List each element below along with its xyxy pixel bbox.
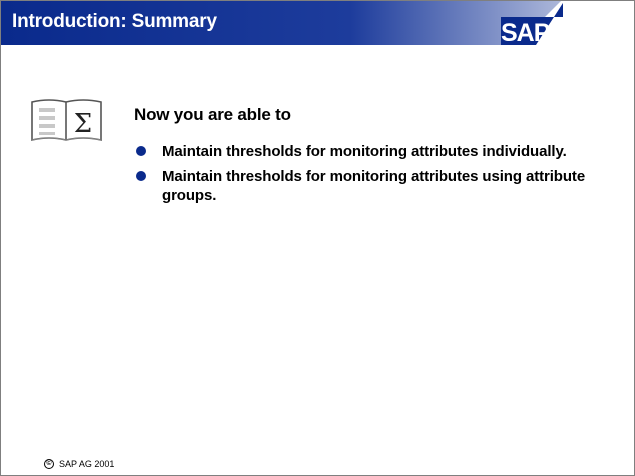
bullet-icon <box>136 146 146 156</box>
sap-logo: SAP <box>501 19 550 47</box>
copyright-icon: © <box>44 459 54 469</box>
summary-bullet-list <box>134 142 604 211</box>
bullet-text: Maintain thresholds for monitoring attributes using attribute groups. <box>162 168 586 204</box>
sigma-glyph: Σ <box>73 109 93 139</box>
copyright-text: SAP AG 2001 <box>59 459 115 469</box>
summary-book-icon <box>29 96 105 144</box>
bullet-item <box>134 142 604 161</box>
copyright-footer <box>44 459 114 469</box>
bullet-text: Maintain thresholds for monitoring attributes individually. <box>162 143 567 160</box>
header-band <box>1 1 635 45</box>
slide-title: Introduction: Summary <box>12 11 217 32</box>
bullet-icon <box>136 171 146 181</box>
bullet-item <box>134 167 604 205</box>
summary-heading: Now you are able to <box>134 105 291 124</box>
